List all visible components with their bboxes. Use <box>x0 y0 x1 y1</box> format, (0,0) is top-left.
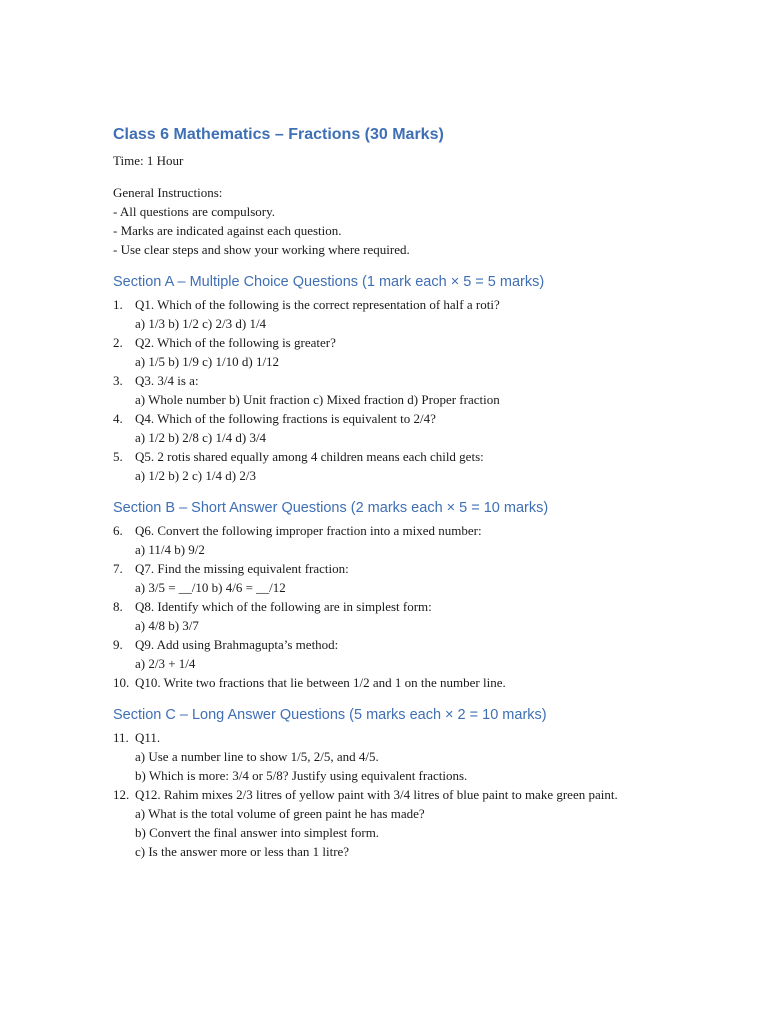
question-number: 9. <box>113 637 123 652</box>
general-instructions <box>113 183 673 259</box>
page-title: Class 6 Mathematics – Fractions (30 Marks) <box>113 126 444 143</box>
question-text: Q12. Rahim mixes 2/3 litres of yellow paint with 3/4 litres of blue paint to make green paint. <box>135 787 618 802</box>
question-number: 4. <box>113 411 123 426</box>
question-text: Q11. <box>135 730 161 745</box>
section-a <box>113 272 673 485</box>
question-number: 2. <box>113 335 123 350</box>
question-text: Q10. Write two fractions that lie between 1/2 and 1 on the number line. <box>135 675 506 690</box>
question-number: 7. <box>113 561 123 576</box>
question-number: 1. <box>113 297 123 312</box>
instruction-item: - All questions are compulsory. <box>113 204 275 219</box>
question-text: Q5. 2 rotis shared equally among 4 children means each child gets: <box>135 449 484 464</box>
sub-question: a) Use a number line to show 1/5, 2/5, and 4/5. <box>135 749 379 764</box>
answer-options: a) 3/5 = __/10 b) 4/6 = __/12 <box>135 580 286 595</box>
question-text: Q6. Convert the following improper fraction into a mixed number: <box>135 523 482 538</box>
instructions-heading: General Instructions: <box>113 185 223 200</box>
question-text: Q2. Which of the following is greater? <box>135 335 336 350</box>
section-heading: Section A – Multiple Choice Questions (1 mark each × 5 = 5 marks) <box>113 274 545 290</box>
question-item <box>113 521 673 559</box>
question-item <box>113 785 673 861</box>
answer-options: a) 1/3 b) 1/2 c) 2/3 d) 1/4 <box>135 316 267 331</box>
question-text: Q3. 3/4 is a: <box>135 373 199 388</box>
question-item <box>113 597 673 635</box>
question-item <box>113 333 673 371</box>
answer-options: a) Whole number b) Unit fraction c) Mixed fraction d) Proper fraction <box>135 392 500 407</box>
question-item <box>113 409 673 447</box>
question-item <box>113 295 673 333</box>
question-text: Q4. Which of the following fractions is equivalent to 2/4? <box>135 411 436 426</box>
question-number: 11. <box>113 730 129 745</box>
section-heading: Section C – Long Answer Questions (5 marks each × 2 = 10 marks) <box>113 707 547 723</box>
question-item <box>113 371 673 409</box>
section-b <box>113 498 673 692</box>
sub-question: c) Is the answer more or less than 1 litre? <box>135 844 350 859</box>
time-allowed: Time: 1 Hour <box>113 153 184 168</box>
instruction-item: - Use clear steps and show your working where required. <box>113 242 410 257</box>
answer-options: a) 4/8 b) 3/7 <box>135 618 199 633</box>
question-number: 8. <box>113 599 123 614</box>
question-item <box>113 673 673 692</box>
question-number: 3. <box>113 373 123 388</box>
question-text: Q1. Which of the following is the correct representation of half a roti? <box>135 297 500 312</box>
answer-options: a) 1/2 b) 2 c) 1/4 d) 2/3 <box>135 468 256 483</box>
question-text: Q8. Identify which of the following are in simplest form: <box>135 599 432 614</box>
question-number: 12. <box>113 787 130 802</box>
answer-options: a) 11/4 b) 9/2 <box>135 542 205 557</box>
instruction-item: - Marks are indicated against each question. <box>113 223 342 238</box>
answer-options: a) 1/5 b) 1/9 c) 1/10 d) 1/12 <box>135 354 280 369</box>
question-text: Q7. Find the missing equivalent fraction: <box>135 561 349 576</box>
section-c <box>113 705 673 861</box>
answer-options: a) 1/2 b) 2/8 c) 1/4 d) 3/4 <box>135 430 267 445</box>
question-item <box>113 447 673 485</box>
section-heading: Section B – Short Answer Questions (2 marks each × 5 = 10 marks) <box>113 500 549 516</box>
question-list <box>113 295 673 485</box>
sub-question: b) Which is more: 3/4 or 5/8? Justify using equivalent fractions. <box>135 768 468 783</box>
question-list <box>113 521 673 692</box>
sub-question: a) What is the total volume of green paint he has made? <box>135 806 425 821</box>
answer-options: a) 2/3 + 1/4 <box>135 656 196 671</box>
sub-question: b) Convert the final answer into simplest form. <box>135 825 380 840</box>
question-item <box>113 728 673 785</box>
document-content <box>113 123 673 861</box>
question-list <box>113 728 673 861</box>
question-item <box>113 635 673 673</box>
question-number: 6. <box>113 523 123 538</box>
question-number: 5. <box>113 449 123 464</box>
question-number: 10. <box>113 675 130 690</box>
question-item <box>113 559 673 597</box>
question-text: Q9. Add using Brahmagupta’s method: <box>135 637 339 652</box>
